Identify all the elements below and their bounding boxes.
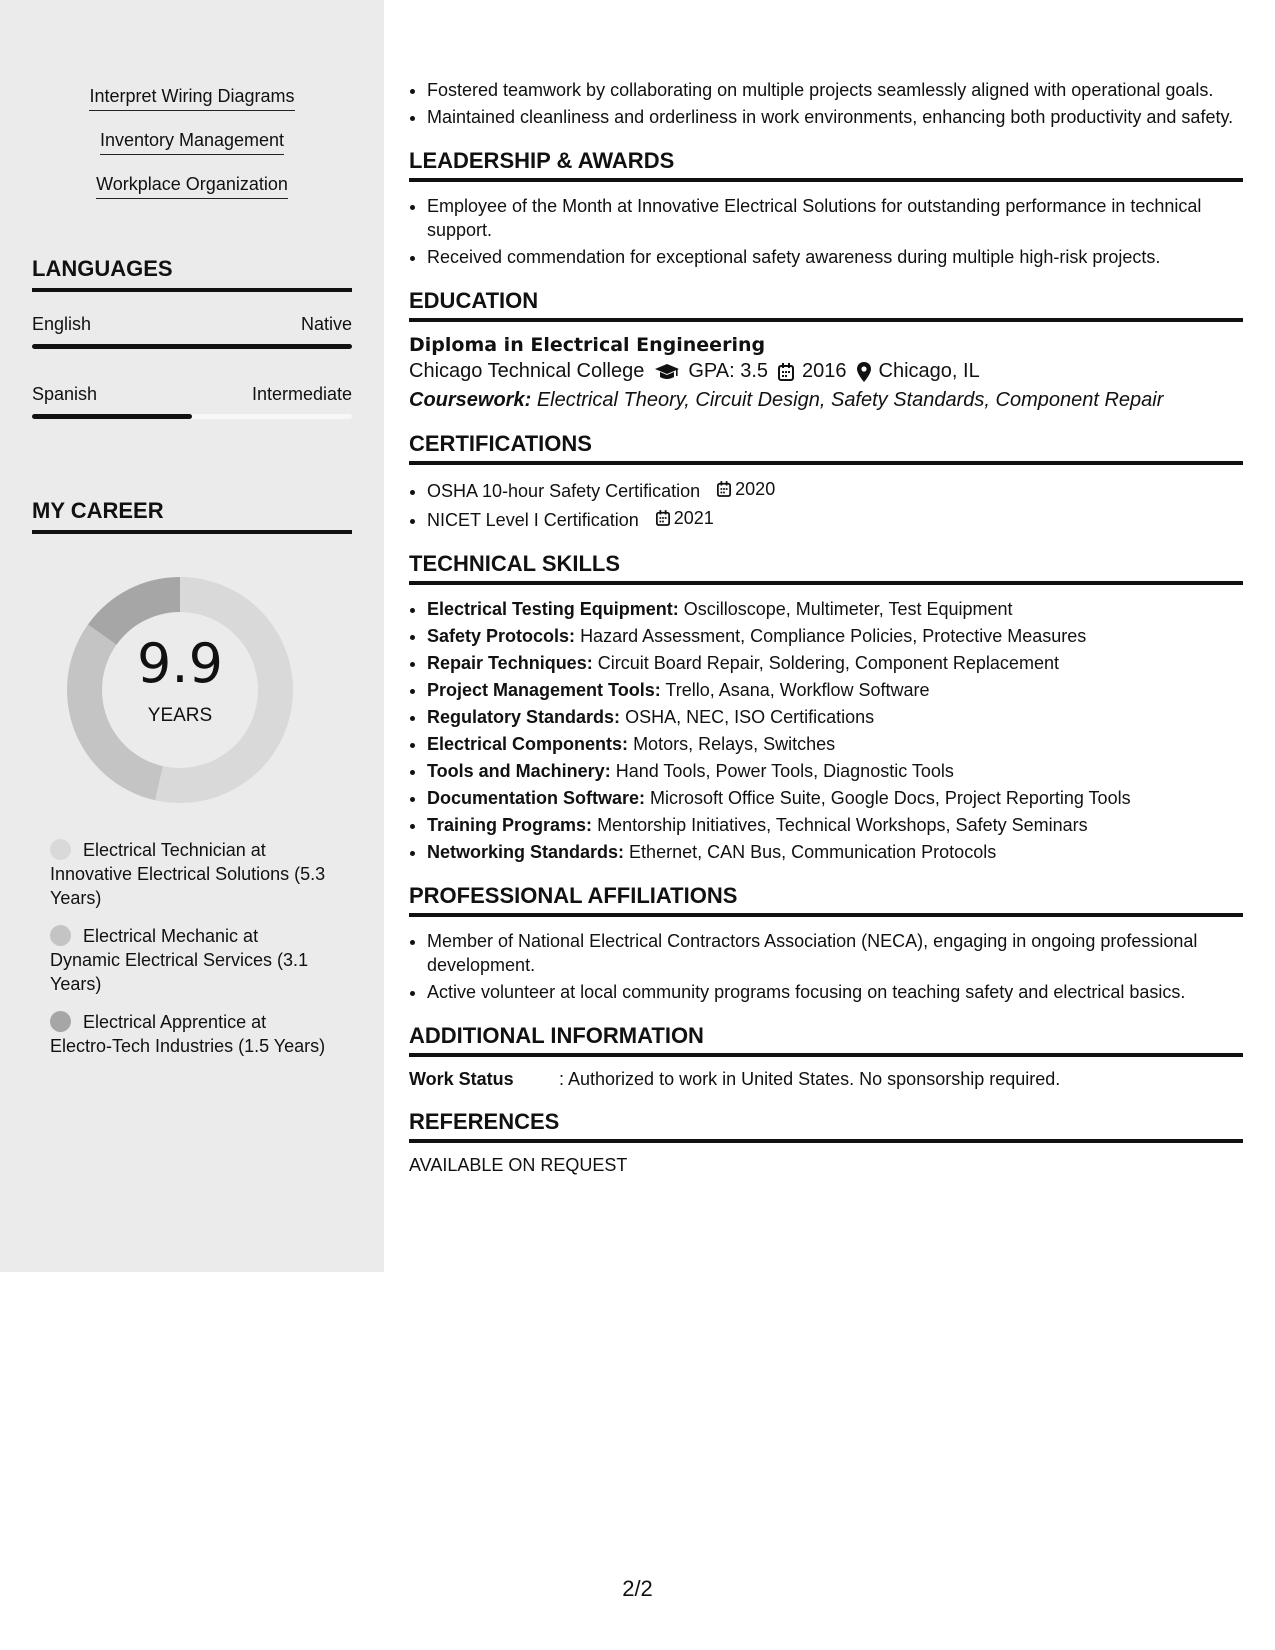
leadership-item: • Received commendation for exceptional safety awareness during multiple high-risk projects.	[427, 245, 1243, 269]
education-details	[409, 360, 1243, 383]
affiliation-item: • Active volunteer at local community programs focusing on teaching safety and electrical basics.	[427, 980, 1243, 1004]
skill-value: Mentorship Initiatives, Technical Workshops, Safety Seminars	[597, 815, 1088, 835]
career-dot	[50, 839, 71, 860]
career-text: Electrical Mechanic at Dynamic Electrical Services (3.1 Years)	[50, 926, 309, 994]
skill-label: Documentation Software:	[427, 788, 646, 808]
technical-skill-item	[427, 786, 1243, 810]
skill-value: Trello, Asana, Workflow Software	[665, 680, 930, 700]
affiliations-heading: PROFESSIONAL AFFILIATIONS	[409, 883, 1243, 917]
technical-skill-item	[427, 651, 1243, 675]
skills-list	[0, 86, 384, 218]
references-heading: REFERENCES	[409, 1109, 1243, 1143]
language-bar	[32, 414, 352, 419]
calendar-icon	[656, 510, 670, 526]
technical-skill-item	[427, 705, 1243, 729]
language-row	[32, 314, 352, 335]
degree-title: Diploma in Electrical Engineering	[409, 334, 766, 356]
technical-skill-item	[427, 840, 1243, 864]
career-list	[50, 838, 330, 1072]
coursework	[409, 389, 1243, 412]
career-item	[50, 924, 330, 996]
graduation-cap-icon	[654, 363, 680, 381]
certification-year: 2020	[735, 479, 776, 499]
technical-skills-heading: TECHNICAL SKILLS	[409, 551, 1243, 585]
skill-value: Circuit Board Repair, Soldering, Component Replacement	[597, 653, 1059, 673]
language-row	[32, 384, 352, 405]
work-status-row	[409, 1069, 1243, 1090]
certification-item	[427, 477, 1243, 503]
skill-value: OSHA, NEC, ISO Certifications	[625, 707, 875, 727]
skill-value: Microsoft Office Suite, Google Docs, Project Reporting Tools	[650, 788, 1131, 808]
certifications-heading: CERTIFICATIONS	[409, 431, 1243, 465]
skill-label: Regulatory Standards:	[427, 707, 621, 727]
skill-label: Safety Protocols:	[427, 626, 576, 646]
career-item	[50, 1010, 330, 1058]
technical-skills-list	[409, 597, 1243, 864]
skill-label: Electrical Testing Equipment:	[427, 599, 679, 619]
technical-skill-item	[427, 813, 1243, 837]
language-bar	[32, 344, 352, 349]
main-content	[409, 78, 1243, 1176]
certification-year: 2021	[673, 508, 714, 528]
page-number: 2/2	[622, 1576, 653, 1601]
skill-value: Oscilloscope, Multimeter, Test Equipment	[683, 599, 1013, 619]
affiliation-item: • Member of National Electrical Contractors Association (NECA), engaging in ongoing professional development.	[427, 929, 1243, 977]
career-dot	[50, 925, 71, 946]
career-dot	[50, 1011, 71, 1032]
certification-name: NICET Level I Certification	[427, 510, 639, 530]
experience-bullet: • Fostered teamwork by collaborating on multiple projects seamlessly aligned with operational goals.	[427, 78, 1243, 102]
leadership-list	[409, 194, 1243, 269]
experience-bullets	[409, 78, 1243, 129]
skill-value: Hand Tools, Power Tools, Diagnostic Tools	[615, 761, 954, 781]
language-level: Native	[300, 314, 352, 334]
leadership-item: • Employee of the Month at Innovative Electrical Solutions for outstanding performance in technical support.	[427, 194, 1243, 242]
technical-skill-item	[427, 732, 1243, 756]
technical-skill-item	[427, 759, 1243, 783]
career-unit: YEARS	[147, 705, 213, 726]
certifications-list	[409, 477, 1243, 532]
language-level: Intermediate	[251, 384, 352, 404]
skill-value: Motors, Relays, Switches	[633, 734, 836, 754]
certification-item	[427, 506, 1243, 532]
leadership-heading: LEADERSHIP & AWARDS	[409, 148, 1243, 182]
skill-item: Workplace Organization	[96, 174, 288, 199]
work-status-value: : Authorized to work in United States. No sponsorship required.	[559, 1069, 1061, 1089]
career-total: 9.9	[137, 632, 223, 695]
skill-label: Tools and Machinery:	[427, 761, 611, 781]
skill-label: Training Programs:	[427, 815, 593, 835]
gpa: GPA: 3.5	[688, 360, 769, 382]
coursework-label: Coursework:	[409, 389, 532, 411]
technical-skill-item	[427, 678, 1243, 702]
certification-name: OSHA 10-hour Safety Certification	[427, 481, 701, 501]
skill-label: Repair Techniques:	[427, 653, 593, 673]
additional-info-heading: ADDITIONAL INFORMATION	[409, 1023, 1243, 1057]
languages-heading: LANGUAGES	[32, 256, 352, 292]
career-heading: MY CAREER	[32, 498, 352, 534]
language-bar-fill	[32, 414, 192, 419]
coursework-text: Electrical Theory, Circuit Design, Safety Standards, Component Repair	[536, 389, 1164, 411]
school-location: Chicago, IL	[878, 360, 980, 382]
graduation-year: 2016	[802, 360, 847, 382]
calendar-icon	[717, 481, 731, 497]
work-status-label: Work Status	[409, 1069, 514, 1089]
technical-skill-item	[427, 597, 1243, 621]
sidebar	[0, 0, 384, 1272]
calendar-icon	[778, 363, 794, 381]
education-heading: EDUCATION	[409, 288, 1243, 322]
affiliations-list	[409, 929, 1243, 1004]
language-bar-fill	[32, 344, 352, 349]
language-name: English	[32, 314, 92, 334]
references-text: AVAILABLE ON REQUEST	[409, 1155, 628, 1175]
language-name: Spanish	[32, 384, 98, 404]
skill-item: Interpret Wiring Diagrams	[89, 86, 294, 111]
location-pin-icon	[857, 362, 871, 382]
skill-item: Inventory Management	[100, 130, 284, 155]
skill-label: Project Management Tools:	[427, 680, 661, 700]
skill-label: Electrical Components:	[427, 734, 629, 754]
skill-value: Ethernet, CAN Bus, Communication Protocols	[629, 842, 997, 862]
career-item	[50, 838, 330, 910]
experience-bullet: • Maintained cleanliness and orderliness in work environments, enhancing both productivity and safety.	[427, 105, 1243, 129]
career-text: Electrical Technician at Innovative Electrical Solutions (5.3 Years)	[50, 840, 326, 908]
skill-label: Networking Standards:	[427, 842, 625, 862]
school-name: Chicago Technical College	[409, 360, 645, 382]
technical-skill-item	[427, 624, 1243, 648]
career-text: Electrical Apprentice at Electro-Tech Industries (1.5 Years)	[50, 1012, 326, 1056]
career-donut-chart	[66, 576, 294, 804]
skill-value: Hazard Assessment, Compliance Policies, Protective Measures	[580, 626, 1087, 646]
